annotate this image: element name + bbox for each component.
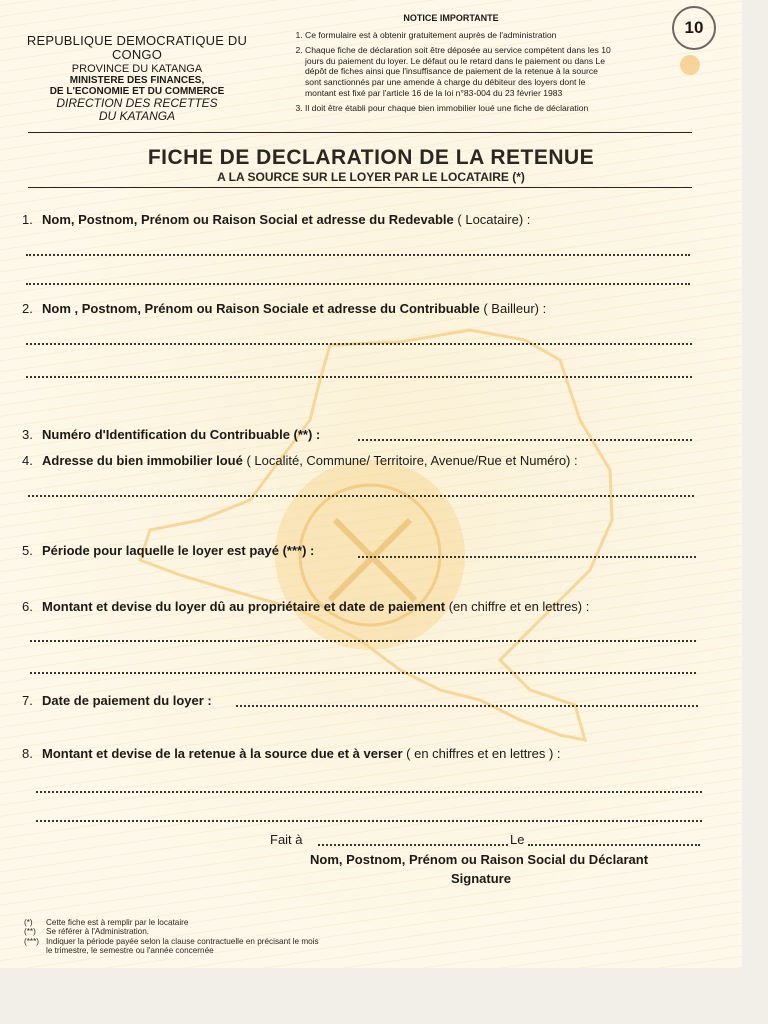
question-5: 5. Période pour laquelle le loyer est payé (***) : [22, 543, 315, 558]
directorate-line-1: DIRECTION DES RECETTES [56, 95, 218, 110]
notice-list [286, 30, 616, 113]
footnote-3: (***) Indiquer la période payée selon la clause contractuelle en précisant le mois [24, 936, 319, 946]
notice-item: 3. Il doit être établi pour chaque bien immobilier loué une fiche de déclaration [305, 103, 616, 114]
answer-line-8a[interactable] [36, 791, 702, 793]
important-notice [286, 13, 616, 117]
notice-title: NOTICE IMPORTANTE [403, 13, 499, 23]
province-name: PROVINCE DU KATANGA [71, 62, 203, 75]
answer-line-6a[interactable] [30, 640, 696, 642]
stamp-number: 10 [684, 18, 704, 37]
answer-line-5[interactable] [358, 556, 696, 558]
directorate-line-2: DU KATANGA [98, 108, 176, 123]
question-1: 1. Nom, Postnom, Prénom ou Raison Social et adresse du Redevable ( Locataire) : [22, 212, 531, 227]
footnote-2: (**) Se référer à l'Administration. [24, 927, 150, 937]
fiscal-stamp [672, 6, 716, 50]
answer-line-2a[interactable] [26, 343, 692, 345]
ministry-line-1: MINISTERE DES FINANCES, [69, 74, 205, 86]
answer-line-4[interactable] [28, 495, 694, 497]
question-7: 7. Date de paiement du loyer : [22, 693, 212, 708]
date-field[interactable] [528, 844, 700, 846]
answer-line-3[interactable] [358, 439, 692, 441]
answer-line-2b[interactable] [26, 376, 692, 378]
question-8: 8. Montant et devise de la retenue à la source due et à verser ( en chiffres et en lettres ) : [22, 746, 561, 761]
issuer-header [12, 34, 262, 123]
footnote-1: (*) Cette fiche est à remplir par le locataire [24, 918, 189, 927]
place-date-line [270, 832, 303, 847]
answer-line-6b[interactable] [30, 672, 696, 674]
fait-a-label: Fait à [270, 832, 303, 847]
notice-item: 1. Ce formulaire est à obtenir gratuitement auprès de l'administration [305, 30, 616, 41]
question-3: 3. Numéro d'Identification du Contribuable (**) : [22, 427, 321, 442]
form-subtitle: A LA SOURCE SUR LE LOYER PAR LE LOCATAIRE (*) [217, 170, 525, 184]
answer-line-8b[interactable] [36, 820, 702, 822]
declarant-label: Nom, Postnom, Prénom ou Raison Social du Déclarant [310, 852, 649, 867]
place-field[interactable] [318, 844, 508, 846]
le-label: Le [510, 832, 525, 847]
signature-label: Signature [451, 871, 511, 886]
title-divider [28, 187, 692, 188]
question-2: 2. Nom , Postnom, Prénom ou Raison Sociale et adresse du Contribuable ( Bailleur) : [22, 301, 547, 316]
header-divider [28, 132, 692, 133]
answer-line-1a[interactable] [26, 254, 690, 256]
question-4: 4. Adresse du bien immobilier loué ( Localité, Commune/ Territoire, Avenue/Rue et Numéro) : [22, 453, 578, 468]
ministry-line-2: DE L'ECONOMIE ET DU COMMERCE [49, 85, 225, 97]
answer-line-1b[interactable] [26, 283, 690, 285]
form-title: FICHE DE DECLARATION DE LA RETENUE [147, 146, 595, 169]
answer-line-7[interactable] [236, 705, 698, 707]
question-6: 6. Montant et devise du loyer dû au propriétaire et date de paiement (en chiffre et en lettres) : [22, 599, 590, 614]
notice-item: 2. Chaque fiche de déclaration soit être déposée au service compétent dans les 10 jours du paiement du loyer. Le défaut ou le retard dans le paiement ou dans Le dépôt de fiches ainsi que l'insuffisance de paiement de la retenue à la source sont sanctionnés par une amende à charge du débiteur des loyers dont le montant est fixé par l'article 16 de la loi n°83-004 du 23 février 1983 [305, 45, 616, 99]
footnote-3-continued: le trimestre, le semestre ou l'année concernée [46, 946, 214, 956]
footnotes [24, 918, 319, 956]
country-name: REPUBLIQUE DEMOCRATIQUE DU CONGO [26, 33, 248, 63]
